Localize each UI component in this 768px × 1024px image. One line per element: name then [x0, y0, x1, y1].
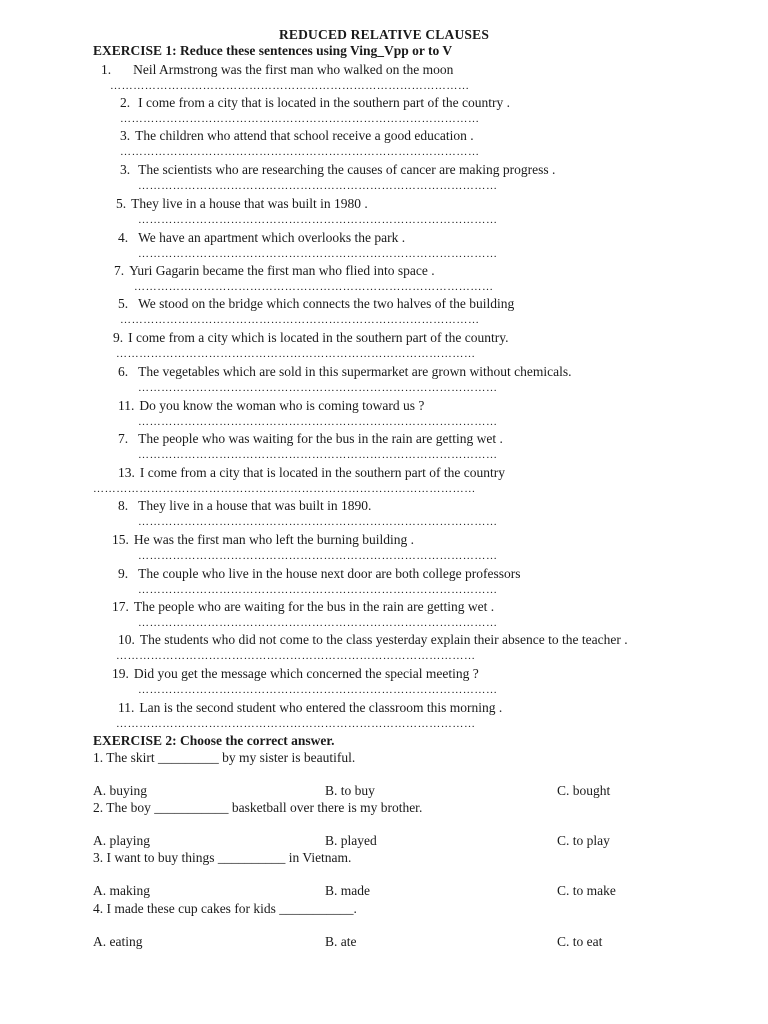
- exercise1-item: [118, 566, 521, 582]
- exercise1-item: [118, 364, 572, 380]
- answer-option-b[interactable]: B. made: [325, 883, 370, 898]
- answer-line[interactable]: …………………………………………………………………………………: [120, 113, 480, 125]
- answer-line[interactable]: …………………………………………………………………………………: [138, 550, 498, 562]
- answer-line[interactable]: …………………………………………………………………………………: [138, 248, 498, 260]
- answer-option-a[interactable]: A. playing: [93, 833, 150, 848]
- item-sentence: They live in a house that was built in 1980 .: [131, 196, 368, 211]
- answer-line[interactable]: …………………………………………………………………………………: [116, 650, 476, 662]
- item-sentence: The people who was waiting for the bus in the rain are getting wet .: [138, 431, 503, 446]
- answer-line[interactable]: …………………………………………………………………………………: [138, 584, 498, 596]
- item-sentence: We have an apartment which overlooks the park .: [138, 230, 406, 245]
- exercise1-item: [118, 296, 514, 312]
- answer-line[interactable]: …………………………………………………………………………………: [110, 80, 470, 92]
- exercise2-heading: EXERCISE 2: Choose the correct answer.: [93, 733, 335, 748]
- item-sentence: The vegetables which are sold in this supermarket are grown without chemicals.: [138, 364, 572, 379]
- item-sentence: The scientists who are researching the causes of cancer are making progress .: [138, 162, 556, 177]
- item-sentence: Did you get the message which concerned the special meeting ?: [133, 666, 479, 681]
- answer-line[interactable]: …………………………………………………………………………………: [120, 314, 480, 326]
- item-number: 9.: [113, 330, 124, 345]
- exercise2-question: 1. The skirt _________ by my sister is beautiful.: [93, 750, 356, 765]
- answer-line[interactable]: …………………………………………………………………………………: [138, 684, 498, 696]
- page-title: REDUCED RELATIVE CLAUSES: [278, 27, 490, 42]
- answer-option-b[interactable]: B. ate: [325, 934, 357, 949]
- exercise1-item: [113, 330, 509, 346]
- exercise2-question: 3. I want to buy things __________ in Vietnam.: [93, 850, 352, 865]
- item-number: 6.: [118, 364, 129, 379]
- exercise1-item: [118, 632, 628, 648]
- exercise2-question: 2. The boy ___________ basketball over there is my brother.: [93, 800, 423, 815]
- exercise1-item: [116, 196, 368, 212]
- item-number: 2.: [120, 95, 131, 110]
- item-sentence: I come from a city that is located in the southern part of the country: [139, 465, 506, 480]
- item-number: 3.: [120, 162, 131, 177]
- item-sentence: The couple who live in the house next door are both college professors: [138, 566, 521, 581]
- item-number: 11.: [118, 700, 135, 715]
- item-number: 17.: [112, 599, 129, 614]
- item-number: 5.: [116, 196, 127, 211]
- exercise1-item: [118, 498, 371, 514]
- answer-line[interactable]: …………………………………………………………………………………: [120, 146, 480, 158]
- item-sentence: Do you know the woman who is coming toward us ?: [139, 398, 425, 413]
- answer-line[interactable]: …………………………………………………………………………………: [138, 180, 498, 192]
- exercise1-item: [101, 62, 453, 78]
- answer-line[interactable]: …………………………………………………………………………………: [134, 281, 494, 293]
- item-number: 15.: [112, 532, 129, 547]
- answer-option-a[interactable]: A. eating: [93, 934, 143, 949]
- exercise1-item: [112, 532, 414, 548]
- exercise1-item: [112, 666, 479, 682]
- answer-option-c[interactable]: C. to make: [557, 883, 616, 898]
- item-sentence: The people who are waiting for the bus in the rain are getting wet .: [133, 599, 495, 614]
- answer-option-c[interactable]: C. bought: [557, 783, 611, 798]
- item-number: 5.: [118, 296, 129, 311]
- item-sentence: Neil Armstrong was the first man who walked on the moon: [133, 62, 454, 77]
- item-number: 13.: [118, 465, 135, 480]
- item-number: 10.: [118, 632, 135, 647]
- answer-line[interactable]: …………………………………………………………………………………: [138, 449, 498, 461]
- answer-option-a[interactable]: A. buying: [93, 783, 147, 798]
- exercise2-question: 4. I made these cup cakes for kids ___________.: [93, 901, 357, 916]
- exercise1-item: [120, 128, 474, 144]
- answer-line[interactable]: …………………………………………………………………………………: [138, 416, 498, 428]
- exercise1-item: [118, 465, 505, 481]
- exercise1-item: [118, 230, 405, 246]
- item-number: 7.: [118, 431, 129, 446]
- answer-line[interactable]: …………………………………………………………………………………: [116, 348, 476, 360]
- answer-line[interactable]: …………………………………………………………………………………: [138, 214, 498, 226]
- item-number: 3.: [120, 128, 131, 143]
- answer-option-b[interactable]: B. played: [325, 833, 377, 848]
- exercise1-item: [118, 431, 503, 447]
- answer-option-c[interactable]: C. to eat: [557, 934, 603, 949]
- item-sentence: They live in a house that was built in 1890.: [138, 498, 372, 513]
- item-sentence: Lan is the second student who entered the classroom this morning .: [139, 700, 503, 715]
- item-sentence: I come from a city which is located in the southern part of the country.: [128, 330, 509, 345]
- exercise1-item: [114, 263, 435, 279]
- exercise1-heading: EXERCISE 1: Reduce these sentences using Ving_Vpp or to V: [93, 43, 453, 58]
- exercise1-item: [120, 95, 510, 111]
- answer-line[interactable]: …………………………………………………………………………………: [138, 516, 498, 528]
- item-sentence: He was the first man who left the burning building .: [133, 532, 414, 547]
- exercise1-item: [112, 599, 494, 615]
- answer-line[interactable]: …………………………………………………………………………………: [138, 617, 498, 629]
- item-number: 4.: [118, 230, 129, 245]
- answer-option-c[interactable]: C. to play: [557, 833, 610, 848]
- item-number: 19.: [112, 666, 129, 681]
- exercise1-item: [118, 398, 424, 414]
- item-number: 11.: [118, 398, 135, 413]
- exercise1-item: [118, 700, 502, 716]
- answer-option-b[interactable]: B. to buy: [325, 783, 375, 798]
- item-number: 1.: [101, 62, 112, 77]
- exercise1-item: [120, 162, 555, 178]
- answer-line[interactable]: ………………………………………………………………………………………: [93, 483, 476, 495]
- item-number: 8.: [118, 498, 129, 513]
- answer-line[interactable]: …………………………………………………………………………………: [116, 718, 476, 730]
- item-sentence: Yuri Gagarin became the first man who flied into space .: [129, 263, 435, 278]
- item-sentence: The students who did not come to the class yesterday explain their absence to the teacher .: [139, 632, 628, 647]
- item-number: 7.: [114, 263, 125, 278]
- item-sentence: The children who attend that school receive a good education .: [135, 128, 474, 143]
- item-sentence: I come from a city that is located in the southern part of the country .: [138, 95, 511, 110]
- item-number: 9.: [118, 566, 129, 581]
- answer-line[interactable]: …………………………………………………………………………………: [138, 382, 498, 394]
- item-sentence: We stood on the bridge which connects the two halves of the building: [138, 296, 515, 311]
- answer-option-a[interactable]: A. making: [93, 883, 150, 898]
